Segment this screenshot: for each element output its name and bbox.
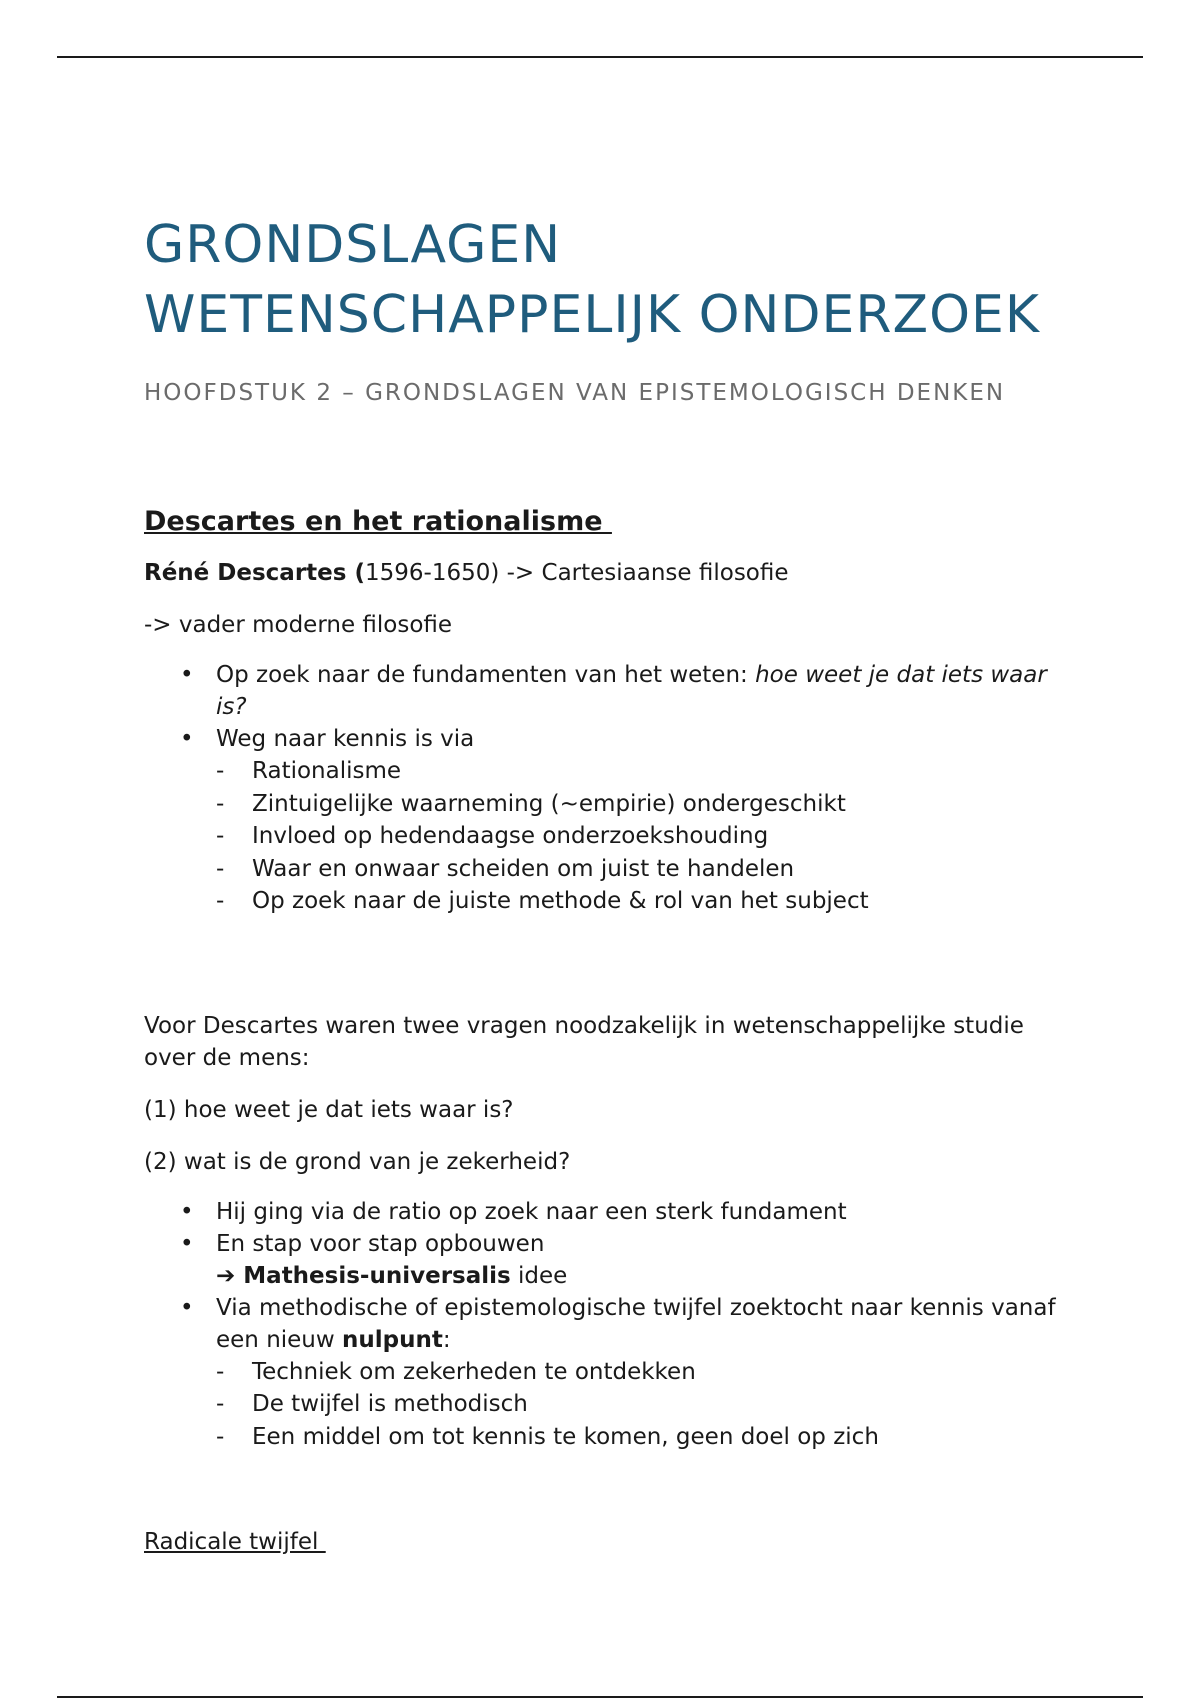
- top-rule: [57, 56, 1143, 58]
- list-item: • Op zoek naar de fundamenten van het weten: hoe weet je dat iets waar is?: [144, 659, 1074, 723]
- list-item: • Weg naar kennis is via - Rationalisme - Zintuigelijke waarneming (~empirie) ondergeschikt - Invloed op hedendaagse onderzoekshouding - Waar en onwaar scheiden om juist te handelen - Op zoek naar de juiste methode & rol van het subject: [144, 723, 1074, 918]
- document-title: [144, 210, 1074, 350]
- list-item: • Hij ging via de ratio op zoek naar een sterk fundament: [144, 1196, 1074, 1228]
- dash-item: - Rationalisme: [216, 755, 1074, 788]
- intro-line: [144, 557, 1074, 589]
- question-1: (1) hoe weet je dat iets waar is?: [144, 1096, 514, 1123]
- list-item: • En stap voor stap opbouwen ➔ Mathesis-universalis idee: [144, 1228, 1074, 1292]
- dash-item: - Invloed op hedendaagse onderzoekshouding: [216, 820, 1074, 853]
- document-body: [144, 210, 1074, 1555]
- bullet-list-2: [144, 1196, 1074, 1454]
- dash-item: - De twijfel is methodisch: [216, 1388, 1074, 1421]
- dash-item: - Zintuigelijke waarneming (~empirie) ondergeschikt: [216, 788, 1074, 821]
- title-line-2: WETENSCHAPPELIJK ONDERZOEK: [144, 285, 1040, 345]
- italic-question: hoe weet je dat iets waar is?: [216, 662, 1047, 720]
- dash-list-1: [216, 755, 1074, 918]
- section-heading-radicale-twijfel: Radicale twijfel: [144, 1529, 326, 1555]
- descartes-name: Réné Descartes (: [144, 560, 365, 586]
- dash-item: - Techniek om zekerheden te ontdekken: [216, 1356, 1074, 1389]
- intro-rest: 1596-1650) -> Cartesiaanse filosofie: [364, 560, 789, 586]
- arrow-icon: ➔: [216, 1262, 244, 1289]
- dash-item: - Waar en onwaar scheiden om juist te handelen: [216, 853, 1074, 886]
- mathesis-term: Mathesis-universalis: [243, 1262, 511, 1289]
- list-item: • Via methodische of epistemologische twijfel zoektocht naar kennis vanaf een nieuw nulpunt: - Techniek om zekerheden te ontdekken - De twijfel is methodisch - Een middel om tot kennis te komen, geen doel op zich: [144, 1292, 1074, 1454]
- document-subtitle: HOOFDSTUK 2 – GRONDSLAGEN VAN EPISTEMOLOGISCH DENKEN: [144, 380, 1006, 406]
- section-heading-descartes: Descartes en het rationalisme: [144, 506, 612, 537]
- two-questions-paragraph: Voor Descartes waren twee vragen noodzakelijk in wetenschappelijke studie over de mens:: [144, 1012, 1024, 1071]
- father-line: -> vader moderne filosofie: [144, 612, 453, 638]
- question-2: (2) wat is de grond van je zekerheid?: [144, 1148, 571, 1175]
- dash-list-2: [216, 1356, 1074, 1454]
- arrow-line: ➔ Mathesis-universalis idee: [216, 1262, 568, 1289]
- title-line-1: GRONDSLAGEN: [144, 215, 562, 275]
- bullet-list-1: [144, 659, 1074, 918]
- nulpunt-term: nulpunt: [342, 1326, 443, 1353]
- dash-item: - Een middel om tot kennis te komen, geen doel op zich: [216, 1421, 1074, 1454]
- dash-item: - Op zoek naar de juiste methode & rol van het subject: [216, 885, 1074, 918]
- bottom-rule: [57, 1696, 1143, 1698]
